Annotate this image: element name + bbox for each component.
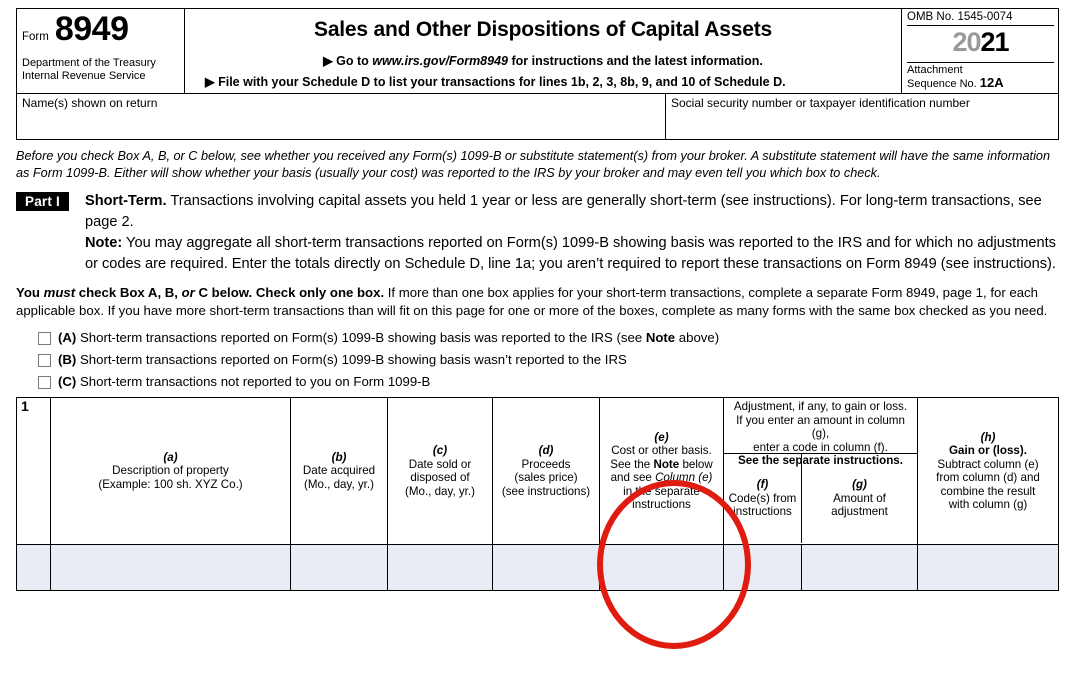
checkbox-b-text-before: Short-term transactions reported on Form(s) 1099-B showing basis wasn’t reported to the IRS — [76, 352, 627, 367]
checkbox-b[interactable] — [38, 354, 51, 367]
column-f-letter: (f) — [756, 478, 769, 492]
column-f-line-1: Code(s) from — [728, 491, 797, 505]
must-check-box-paragraph — [16, 284, 1059, 319]
row-cell-g[interactable] — [802, 545, 917, 590]
column-h-line-1: Gain or (loss). — [949, 444, 1027, 457]
attachment-label: Attachment — [907, 64, 963, 76]
row-cell-number — [17, 545, 51, 590]
column-a-letter: (a) — [163, 450, 178, 464]
column-d-line-2: (sales price) — [514, 471, 578, 484]
column-f-line-2: instructions — [733, 505, 792, 519]
column-h-letter: (h) — [980, 430, 996, 444]
column-g-line-2: adjustment — [831, 505, 888, 519]
checkbox-b-text — [58, 350, 627, 369]
checkbox-a-text-before: Short-term transactions reported on Form(s) 1099-B showing basis was reported to the IRS (see — [76, 330, 646, 345]
column-c-line-2: disposed of — [410, 471, 470, 484]
row-cell-f[interactable] — [724, 545, 802, 590]
checkbox-row-b[interactable] — [16, 350, 1059, 369]
column-h-line-3: from column (d) and — [936, 471, 1040, 484]
column-f-header — [724, 454, 802, 543]
column-d-line-1: Proceeds — [521, 457, 571, 471]
ssn-field-label: Social security number or taxpayer identification number — [671, 96, 970, 110]
part-1-badge: Part I — [16, 192, 69, 211]
name-field-label: Name(s) shown on return — [22, 96, 158, 110]
must-seg-5: C below. Check only one box. — [194, 285, 385, 300]
column-d-letter: (d) — [538, 444, 554, 457]
checkbox-a[interactable] — [38, 332, 51, 345]
column-e-note-emphasis: Note — [653, 457, 680, 471]
column-e-header — [600, 398, 724, 544]
row-cell-c[interactable] — [388, 545, 493, 590]
column-h-header — [918, 398, 1058, 544]
column-h-line-4: combine the result — [940, 484, 1036, 498]
department-line-1: Department of the Treasury — [22, 57, 156, 69]
attachment-sequence-value: 12A — [979, 74, 1004, 90]
row-cell-a[interactable] — [51, 545, 291, 590]
column-h-line-5: with column (g) — [948, 498, 1028, 511]
checkbox-b-letter: (B) — [58, 352, 77, 367]
column-e-line-3 — [602, 471, 721, 485]
ssn-field-cell[interactable] — [666, 94, 1058, 139]
column-h-line-2: Subtract column (e) — [937, 457, 1039, 471]
column-g-header — [802, 454, 917, 543]
column-c-line-1: Date sold or — [408, 457, 472, 471]
department-line-2: Internal Revenue Service — [22, 70, 146, 82]
column-e-line-3-pre: and see — [610, 471, 656, 484]
row-number-header: 1 — [17, 398, 51, 544]
ssn-field-value[interactable] — [671, 110, 1053, 134]
form-number: 8949 — [54, 10, 129, 48]
column-e-line-2-pre: See the — [610, 457, 654, 471]
tax-year-suffix: 21 — [980, 27, 1009, 57]
goto-prefix: ▶ Go to — [323, 54, 373, 68]
form-title: Sales and Other Dispositions of Capital Assets — [314, 18, 772, 41]
adjustment-line-4: See the separate instructions. — [738, 454, 903, 467]
checkbox-row-c[interactable] — [16, 372, 1059, 391]
checkbox-a-emphasis: Note — [645, 330, 676, 345]
row-cell-d[interactable] — [493, 545, 600, 590]
part-1-note-label: Note: — [84, 235, 123, 251]
adjustment-group-title — [724, 398, 917, 467]
column-g-line-1: Amount of — [833, 491, 886, 505]
checkbox-c-letter: (C) — [58, 374, 77, 389]
adjustment-subcolumns — [724, 454, 917, 543]
file-with-line: ▶ File with your Schedule D to list your transactions for lines 1b, 2, 3, 8b, 9, and 10 of Schedule D. — [205, 75, 786, 89]
form-header — [16, 8, 1059, 94]
table-header-row — [17, 398, 1058, 544]
column-e-column-ref: Column (e) — [655, 471, 713, 484]
column-d-header — [493, 398, 600, 544]
part-1-heading-rest: Transactions involving capital assets you held 1 year or less are generally short-term (see instructions). For long-term transactions, see page 2. — [84, 193, 1042, 230]
row-cell-e[interactable] — [600, 545, 724, 590]
name-field-cell[interactable] — [17, 94, 666, 139]
checkbox-c[interactable] — [38, 376, 51, 389]
column-e-line-4: in the separate — [623, 484, 700, 498]
form-word-label: Form — [22, 31, 49, 43]
column-a-line-2: (Example: 100 sh. XYZ Co.) — [98, 477, 243, 491]
row-cell-b[interactable] — [291, 545, 388, 590]
must-seg-3: check Box A, B, — [75, 285, 182, 300]
column-b-letter: (b) — [331, 450, 347, 464]
attachment-sequence — [907, 62, 1054, 90]
part-1-text — [85, 191, 1059, 275]
column-b-line-1: Date acquired — [302, 464, 376, 478]
column-c-line-3: (Mo., day, yr.) — [404, 484, 475, 498]
goto-url[interactable]: www.irs.gov/Form8949 — [372, 54, 508, 68]
must-seg-2: must — [43, 285, 76, 300]
name-field-value[interactable] — [22, 110, 660, 134]
transactions-table — [16, 397, 1059, 591]
column-b-header — [291, 398, 388, 544]
column-e-letter: (e) — [654, 430, 669, 444]
intro-paragraph: Before you check Box A, B, or C below, see whether you received any Form(s) 1099-B or substitute statement(s) from your broker. A substitute statement will have the same information as Form 1099-B. Either will show whether your basis (usually your cost) was reported to the IRS by your broker and may even tell you which box to check. — [16, 149, 1051, 180]
must-seg-6: If more than one box applies for your short-term transactions, complete a separate Form 8949, page 1, for each applicable box. If you have more short-term transactions than will fit on this page for one or more of the boxes, complete as many forms with the same box checked as you need. — [16, 285, 1048, 318]
tax-year — [907, 26, 1054, 62]
adjustment-line-1: Adjustment, if any, to gain or loss. — [733, 400, 908, 413]
checkbox-c-text — [58, 372, 430, 391]
checkbox-c-text-before: Short-term transactions not reported to you on Form 1099-B — [76, 374, 431, 389]
goto-instructions-line — [191, 53, 895, 68]
row-cell-adjustment — [724, 545, 918, 590]
header-title-block — [185, 9, 902, 93]
part-1-note-text: You may aggregate all short-term transactions reported on Form(s) 1099-B showing basis was reported to the IRS and for which no adjustments or codes are required. Enter the totals directly on Schedule D, line 1a; you aren’t required to report these transactions on Form 8949 (see instructions). — [84, 235, 1056, 272]
checkbox-row-a[interactable] — [16, 328, 1059, 347]
taxpayer-identity-row — [16, 94, 1059, 140]
header-omb-block — [902, 9, 1058, 93]
column-c-header — [388, 398, 493, 544]
adjustment-line-3: enter a code in column (f). — [753, 440, 888, 454]
adjustment-group-header — [724, 398, 918, 544]
adjustment-line-2: If you enter an amount in column (g), — [736, 413, 905, 440]
checkbox-a-text-after: above) — [675, 330, 720, 345]
part-1-section — [16, 191, 1059, 275]
must-seg-4: or — [181, 285, 195, 300]
column-a-line-1: Description of property — [112, 464, 229, 478]
must-seg-1: You — [16, 285, 44, 300]
part-1-heading-bold: Short-Term. — [84, 193, 167, 209]
column-e-line-1: Cost or other basis. — [611, 444, 712, 457]
omb-number: OMB No. 1545-0074 — [907, 11, 1054, 26]
goto-suffix: for instructions and the latest information. — [508, 54, 763, 68]
column-e-line-2-post: below — [679, 457, 713, 471]
attachment-sequence-label: Sequence No. — [907, 77, 977, 90]
column-a-header — [51, 398, 291, 544]
header-form-identity — [17, 9, 185, 93]
column-d-line-3: (see instructions) — [501, 484, 591, 498]
tax-year-prefix: 20 — [952, 27, 981, 57]
row-cell-h[interactable] — [918, 545, 1058, 590]
checkbox-a-text — [58, 328, 719, 347]
checkbox-a-letter: (A) — [58, 330, 77, 345]
column-c-letter: (c) — [432, 444, 448, 457]
table-row[interactable] — [17, 544, 1058, 590]
column-e-line-2 — [602, 458, 721, 472]
column-g-letter: (g) — [852, 478, 867, 492]
column-e-line-5: instructions — [632, 498, 691, 511]
column-b-line-2: (Mo., day, yr.) — [303, 477, 374, 491]
box-selection-group — [16, 328, 1059, 391]
